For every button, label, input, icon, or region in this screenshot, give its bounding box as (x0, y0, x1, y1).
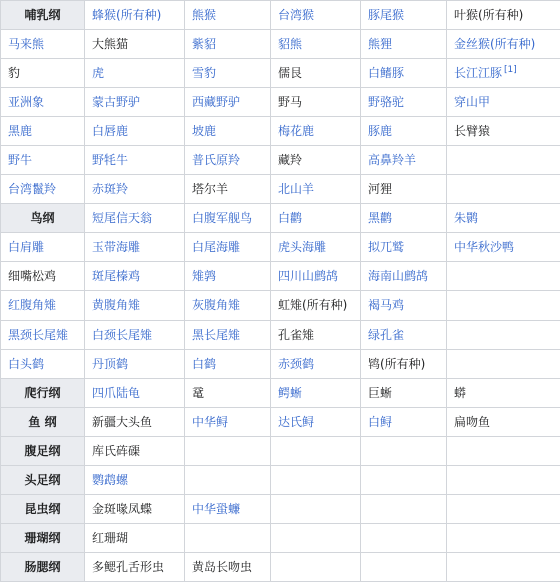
species-link-cell[interactable] (1, 146, 85, 175)
species-link[interactable]: 拟兀鹫 (368, 240, 405, 255)
class-header-cell: 昆虫纲 (1, 494, 85, 523)
empty-cell (447, 349, 560, 378)
species-link[interactable]: 西藏野驴 (192, 95, 241, 110)
empty-cell (447, 465, 560, 494)
species-link-cell[interactable] (1, 88, 85, 117)
species-link-cell[interactable] (1, 349, 85, 378)
species-link-cell[interactable] (361, 30, 447, 59)
species-link[interactable]: 北山羊 (278, 182, 315, 197)
species-cell (85, 523, 185, 552)
species-link-cell[interactable] (361, 1, 447, 30)
species-name: 细嘴松鸡 (8, 269, 57, 284)
species-link-cell[interactable] (271, 233, 361, 262)
species-cell (1, 262, 85, 291)
species-link[interactable]: 鳄蜥 (278, 385, 303, 400)
species-cell (271, 146, 361, 175)
species-cell (361, 349, 447, 378)
species-link[interactable]: 金丝猴(所有种) (454, 37, 536, 52)
species-link-cell[interactable] (185, 117, 271, 146)
species-name: 虹雉(所有种) (278, 298, 348, 313)
species-link-cell[interactable] (361, 320, 447, 349)
species-name: 金斑喙凤蝶 (92, 501, 153, 516)
species-link[interactable]: 高鼻羚羊 (368, 153, 417, 168)
species-link-cell[interactable] (271, 1, 361, 30)
table-row (1, 30, 560, 59)
class-header-cell: 珊瑚纲 (1, 523, 85, 552)
species-link[interactable]: 白鹤 (192, 356, 217, 371)
empty-cell (447, 262, 560, 291)
species-link-cell[interactable] (361, 88, 447, 117)
empty-cell (361, 494, 447, 523)
species-link[interactable]: 豚鹿 (368, 124, 393, 139)
species-link[interactable]: 熊狸 (368, 37, 393, 52)
species-link[interactable]: 亚洲象 (8, 95, 45, 110)
species-link[interactable]: 白颈长尾雉 (92, 327, 153, 342)
empty-cell (271, 552, 361, 581)
species-link-cell[interactable] (85, 378, 185, 407)
empty-cell (447, 291, 560, 320)
species-link-cell[interactable] (185, 146, 271, 175)
species-link-cell[interactable] (447, 30, 560, 59)
species-name: 多鳃孔舌形虫 (92, 559, 165, 574)
empty-cell (185, 436, 271, 465)
empty-cell (447, 175, 560, 204)
species-link-cell[interactable] (85, 262, 185, 291)
species-name: 红珊瑚 (92, 530, 129, 545)
table-row (1, 494, 560, 523)
species-link[interactable]: 白肩雕 (8, 240, 45, 255)
empty-cell (361, 552, 447, 581)
species-cell (85, 494, 185, 523)
empty-cell (447, 523, 560, 552)
species-link-cell[interactable] (271, 407, 361, 436)
species-link-cell[interactable] (85, 291, 185, 320)
species-link[interactable]: 红腹角雉 (8, 298, 57, 313)
species-link-cell[interactable] (185, 407, 271, 436)
species-link-cell[interactable] (361, 59, 447, 88)
species-cell (447, 1, 560, 30)
species-link-cell[interactable] (85, 1, 185, 30)
species-cell (85, 407, 185, 436)
species-link[interactable]: 鹦鹉螺 (92, 472, 129, 487)
species-link[interactable]: 蒙古野驴 (92, 95, 141, 110)
species-link[interactable]: 普氏原羚 (192, 153, 241, 168)
species-link-cell[interactable] (271, 349, 361, 378)
empty-cell (271, 494, 361, 523)
species-cell (447, 117, 560, 146)
species-link-cell[interactable] (185, 88, 271, 117)
species-name: 藏羚 (278, 153, 303, 168)
class-header-cell: 肠腮纲 (1, 552, 85, 581)
species-name: 库氏砗磲 (92, 443, 141, 458)
species-link-cell[interactable] (361, 146, 447, 175)
species-link[interactable]: 四川山鹧鸪 (278, 269, 339, 284)
species-link-cell[interactable] (271, 378, 361, 407)
empty-cell (271, 465, 361, 494)
species-link[interactable]: 梅花鹿 (278, 124, 315, 139)
species-link[interactable]: 朱鹮 (454, 211, 479, 226)
species-cell (361, 378, 447, 407)
table-row (1, 146, 560, 175)
species-cell (271, 59, 361, 88)
species-link[interactable]: 虎 (92, 66, 105, 81)
species-link[interactable]: 台湾鬣羚 (8, 182, 57, 197)
species-name: 河狸 (368, 182, 393, 197)
empty-cell (447, 494, 560, 523)
species-link-cell[interactable] (1, 291, 85, 320)
species-link-cell[interactable] (1, 117, 85, 146)
species-cell (185, 175, 271, 204)
table-row (1, 262, 560, 291)
species-link-cell[interactable] (85, 320, 185, 349)
species-link[interactable]: 白腹军舰鸟 (192, 211, 253, 226)
species-link[interactable]: 绿孔雀 (368, 327, 405, 342)
empty-cell (447, 552, 560, 581)
species-name: 大熊猫 (92, 37, 129, 52)
empty-cell (271, 523, 361, 552)
species-link-cell[interactable] (447, 233, 560, 262)
species-link-cell[interactable] (361, 262, 447, 291)
species-link-cell[interactable] (85, 175, 185, 204)
empty-cell (447, 146, 560, 175)
species-link[interactable]: 白鲟 (368, 414, 393, 429)
species-link-cell[interactable] (361, 117, 447, 146)
species-name: 儒艮 (278, 66, 303, 81)
species-link[interactable]: 蜂猴(所有种) (92, 8, 162, 23)
species-link[interactable]: 貂熊 (278, 37, 303, 52)
species-link-cell[interactable] (271, 30, 361, 59)
species-link-cell[interactable] (185, 59, 271, 88)
species-link[interactable]: 短尾信天翁 (92, 211, 153, 226)
species-link[interactable]: 黑长尾雉 (192, 327, 241, 342)
species-link[interactable]: 黄腹角雉 (92, 298, 141, 313)
species-link-cell[interactable] (185, 1, 271, 30)
species-cell (185, 552, 271, 581)
species-link[interactable]: 长江江豚 (454, 66, 503, 81)
table-row (1, 465, 560, 494)
species-cell (85, 552, 185, 581)
species-link[interactable]: 穿山甲 (454, 95, 491, 110)
species-link-cell[interactable] (185, 494, 271, 523)
species-link-cell[interactable] (185, 320, 271, 349)
species-name: 豹 (8, 66, 21, 81)
empty-cell (361, 436, 447, 465)
species-cell (361, 175, 447, 204)
species-link-cell[interactable] (1, 233, 85, 262)
species-link[interactable]: 白尾海雕 (192, 240, 241, 255)
table-row (1, 204, 560, 233)
species-link-cell[interactable] (361, 291, 447, 320)
class-header-cell: 哺乳纲 (1, 1, 85, 30)
species-link-cell[interactable] (85, 117, 185, 146)
species-cell (185, 378, 271, 407)
species-link-cell[interactable] (85, 349, 185, 378)
species-link-cell[interactable] (271, 262, 361, 291)
species-link[interactable]: 野牦牛 (92, 153, 129, 168)
species-link[interactable]: 白头鹤 (8, 356, 45, 371)
species-link[interactable]: 虎头海雕 (278, 240, 327, 255)
species-link[interactable]: 赤斑羚 (92, 182, 129, 197)
empty-cell (447, 436, 560, 465)
species-link[interactable]: 丹顶鹤 (92, 356, 129, 371)
class-header-cell: 头足纲 (1, 465, 85, 494)
species-link[interactable]: 玉带海雕 (92, 240, 141, 255)
species-link-cell[interactable] (447, 204, 560, 233)
species-link-cell[interactable] (185, 30, 271, 59)
species-link-cell[interactable] (85, 88, 185, 117)
species-cell (85, 30, 185, 59)
species-link-cell[interactable] (185, 233, 271, 262)
species-link-cell[interactable] (361, 204, 447, 233)
table-row (1, 233, 560, 262)
species-link[interactable]: 白唇鹿 (92, 124, 129, 139)
species-name: 孔雀雉 (278, 327, 315, 342)
species-link-cell[interactable] (85, 59, 185, 88)
species-link-cell[interactable] (185, 262, 271, 291)
species-link-cell[interactable] (185, 204, 271, 233)
table-row (1, 436, 560, 465)
table-row (1, 291, 560, 320)
species-link[interactable]: 中华秋沙鸭 (454, 240, 515, 255)
species-link-cell[interactable] (447, 88, 560, 117)
empty-cell (361, 465, 447, 494)
species-link-cell[interactable] (185, 349, 271, 378)
species-name: 长臂猿 (454, 124, 491, 139)
species-link[interactable]: 海南山鹧鸪 (368, 269, 429, 284)
table-row (1, 552, 560, 581)
species-link[interactable]: 野牛 (8, 153, 33, 168)
species-name: 鸨(所有种) (368, 356, 426, 371)
species-link-cell[interactable] (1, 175, 85, 204)
species-link[interactable]: 坡鹿 (192, 124, 217, 139)
empty-cell (185, 523, 271, 552)
table-row (1, 349, 560, 378)
species-cell (271, 88, 361, 117)
species-link-cell[interactable] (185, 291, 271, 320)
table-row (1, 378, 560, 407)
species-name: 黄岛长吻虫 (192, 559, 253, 574)
species-link[interactable]: 灰腹角雉 (192, 298, 241, 313)
species-link-cell[interactable] (1, 30, 85, 59)
species-link-cell[interactable] (85, 204, 185, 233)
table-row (1, 59, 560, 88)
table-row (1, 117, 560, 146)
species-link[interactable]: 斑尾榛鸡 (92, 269, 141, 284)
empty-cell (185, 465, 271, 494)
table-row (1, 523, 560, 552)
species-link[interactable]: 台湾猴 (278, 8, 315, 23)
table-row (1, 1, 560, 30)
species-link-cell[interactable] (361, 407, 447, 436)
species-link-cell[interactable] (361, 233, 447, 262)
species-link[interactable]: 白鹳 (278, 211, 303, 226)
species-link[interactable]: 四爪陆龟 (92, 385, 141, 400)
species-link[interactable]: 马来熊 (8, 37, 45, 52)
species-name: 鼋 (192, 385, 205, 400)
species-link-cell[interactable] (85, 465, 185, 494)
species-link-cell[interactable] (447, 59, 560, 88)
species-link[interactable]: 白鳍豚 (368, 66, 405, 81)
species-link[interactable]: 中华蛩蠊 (192, 501, 241, 516)
species-link[interactable]: 赤颈鹤 (278, 356, 315, 371)
species-cell (447, 407, 560, 436)
species-link-cell[interactable] (271, 204, 361, 233)
species-link[interactable]: 黑鹳 (368, 211, 393, 226)
species-name: 叶猴(所有种) (454, 8, 524, 23)
empty-cell (447, 320, 560, 349)
table-row (1, 88, 560, 117)
table-row (1, 407, 560, 436)
species-table-body (1, 1, 560, 582)
species-link-cell[interactable] (85, 233, 185, 262)
species-cell (85, 436, 185, 465)
species-cell (447, 378, 560, 407)
species-link[interactable]: 紫貂 (192, 37, 217, 52)
species-link[interactable]: 雪豹 (192, 66, 217, 81)
empty-cell (361, 523, 447, 552)
table-row (1, 320, 560, 349)
species-link[interactable]: 达氏鲟 (278, 414, 315, 429)
table-row (1, 175, 560, 204)
species-link-cell[interactable] (271, 175, 361, 204)
species-link[interactable]: 中华鲟 (192, 414, 229, 429)
species-cell (271, 320, 361, 349)
class-header-cell: 鱼 纲 (1, 407, 85, 436)
species-name: 新疆大头鱼 (92, 414, 153, 429)
species-link[interactable]: 雉鹑 (192, 269, 217, 284)
species-link-cell[interactable] (85, 146, 185, 175)
species-name: 巨蜥 (368, 385, 393, 400)
species-name: 蟒 (454, 385, 467, 400)
class-header-cell: 爬行纲 (1, 378, 85, 407)
species-cell (1, 59, 85, 88)
species-link-cell[interactable] (1, 320, 85, 349)
species-link[interactable]: 黑鹿 (8, 124, 33, 139)
species-name: 塔尔羊 (192, 182, 229, 197)
species-link[interactable]: 熊猴 (192, 8, 217, 23)
reference-link[interactable]: [1] (504, 65, 517, 76)
species-link[interactable]: 豚尾猴 (368, 8, 405, 23)
species-link-cell[interactable] (271, 117, 361, 146)
species-cell (271, 291, 361, 320)
species-link[interactable]: 褐马鸡 (368, 298, 405, 313)
species-name: 扁吻鱼 (454, 414, 491, 429)
class-header-cell: 腹足纲 (1, 436, 85, 465)
species-link[interactable]: 黑颈长尾雉 (8, 327, 69, 342)
species-name: 野马 (278, 95, 303, 110)
class-header-cell: 鸟纲 (1, 204, 85, 233)
empty-cell (271, 436, 361, 465)
species-link[interactable]: 野骆驼 (368, 95, 405, 110)
